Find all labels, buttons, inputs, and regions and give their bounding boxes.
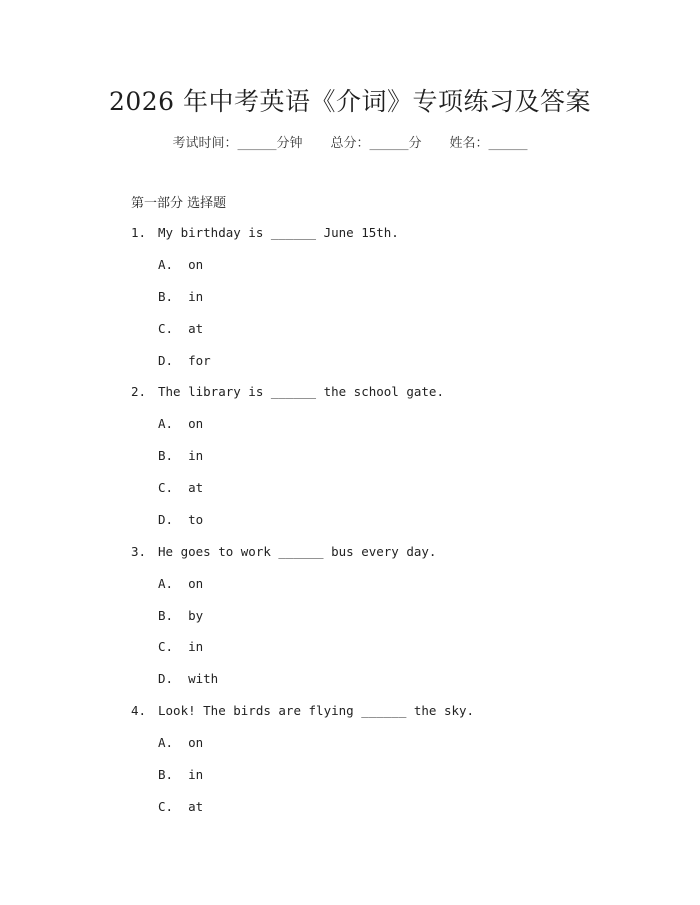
question-3-option-a: A. on <box>158 576 204 591</box>
section-heading: 第一部分 选择题 <box>131 196 227 211</box>
question-2-option-b: B. in <box>158 448 204 463</box>
name-field: 姓名：______ <box>449 136 528 151</box>
question-4-option-c: C. at <box>158 799 204 814</box>
question-3-option-d: D. with <box>158 671 219 686</box>
question-1 <box>131 225 399 240</box>
question-1-option-d: D. for <box>158 353 211 368</box>
question-1-option-a: A. on <box>158 257 204 272</box>
total-score-field: 总分：______分 <box>330 136 422 151</box>
question-4-option-b: B. in <box>158 767 204 782</box>
question-2-option-c: C. at <box>158 480 204 495</box>
question-number: 3. <box>131 544 147 559</box>
page-title: 2026 年中考英语《介词》专项练习及答案 <box>108 87 592 116</box>
question-2 <box>131 384 444 399</box>
question-text: The library is ______ the school gate. <box>158 384 444 399</box>
question-1-option-b: B. in <box>158 289 204 304</box>
question-4-option-a: A. on <box>158 735 204 750</box>
question-2-option-a: A. on <box>158 416 204 431</box>
exam-info-line <box>0 132 700 151</box>
question-4 <box>131 703 474 718</box>
question-2-option-d: D. to <box>158 512 204 527</box>
exam-time-field: 考试时间：______分钟 <box>172 136 303 151</box>
question-number: 4. <box>131 703 147 718</box>
question-3 <box>131 544 436 559</box>
question-text: He goes to work ______ bus every day. <box>158 544 437 559</box>
question-text: Look! The birds are flying ______ the sky. <box>158 703 475 718</box>
question-3-option-b: B. by <box>158 608 204 623</box>
question-number: 2. <box>131 384 147 399</box>
question-text: My birthday is ______ June 15th. <box>158 225 399 240</box>
question-3-option-c: C. in <box>158 639 204 654</box>
question-1-option-c: C. at <box>158 321 204 336</box>
question-number: 1. <box>131 225 147 240</box>
